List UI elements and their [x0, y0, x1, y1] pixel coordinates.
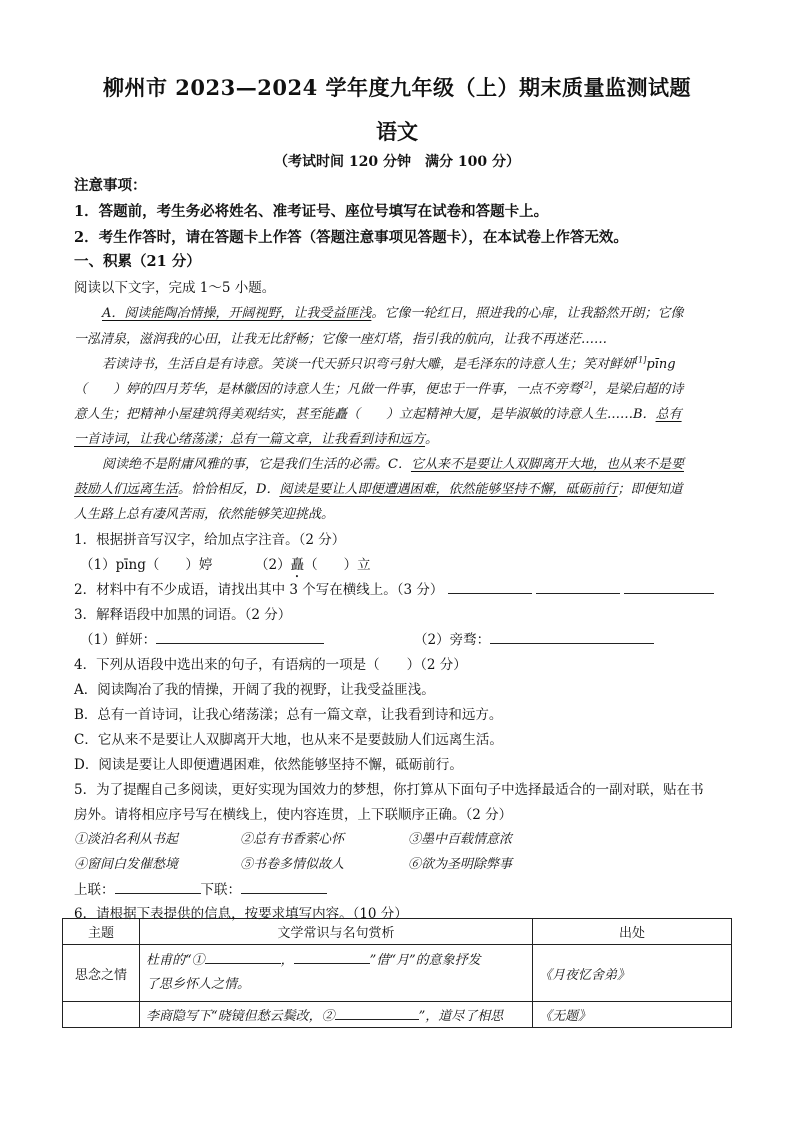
q5-option: ⑥欲为圣明除弊事: [408, 857, 513, 872]
table-row: [63, 1002, 732, 1028]
q1-stem: 1．根据拼音写汉字，给加点字注音。（2 分）: [74, 532, 346, 548]
passage-line: 若读诗书，生活自是有诗意。笑谈一代天骄只识弯弓射大雕，是毛泽东的诗意人生；笑对鲜妍[1]pīng: [102, 355, 676, 372]
q5-lower-blank[interactable]: [241, 879, 327, 894]
passage-line: 阅读绝不是附庸风雅的事，它是我们生活的必需。C．它从来不是要让人双脚离开大地，也从来不是要: [102, 457, 684, 472]
sentence-a: A．阅读能陶冶情操，开阔视野，让我受益匪浅: [102, 306, 372, 321]
source-cell: 《月夜忆舍弟》: [533, 945, 732, 1002]
exam-title: 柳州市 2023—2024 学年度九年级（上）期末质量监测试题: [102, 75, 691, 100]
q6-stem: 6．请根据下表提供的信息，按要求填写内容。（10 分）: [74, 906, 408, 922]
q6-blank-1b[interactable]: [294, 949, 370, 964]
passage-line: A．阅读能陶冶情操，开阔视野，让我受益匪浅。它像一轮红日，照进我的心扉，让我豁然开朗；它像: [102, 306, 684, 321]
notice-heading: 注意事项：: [74, 177, 147, 194]
q3-blank-1[interactable]: [156, 629, 324, 644]
source-cell: 《无题》: [533, 1002, 732, 1028]
q5-stem: 5．为了提醒自己多阅读，更好实现为国效力的梦想，你打算从下面句子中选择最适合的一副对联，贴在书: [74, 782, 704, 798]
q5-stem: 房外。请将相应序号写在横线上，使内容连贯，上下联顺序正确。（2 分）: [74, 807, 513, 823]
q5-answer: 上联： 下联：: [74, 878, 327, 898]
content-cell: 杜甫的“① ， ”借“月”的意象抒发 了思乡怀人之情。: [140, 945, 533, 1002]
q6-blank-2[interactable]: [335, 1005, 419, 1020]
passage-line: 人生路上总有凄风苦雨，依然能够笑迎挑战。: [74, 507, 335, 522]
q3-stem: 3．解释语段中加黑的词语。（2 分）: [74, 607, 292, 623]
time-info: （考试时间 120 分钟 满分 100 分）: [274, 154, 520, 170]
q3-answer-b: （2）旁骛：: [414, 628, 654, 648]
q4-option-b[interactable]: B．总有一首诗词，让我心绪荡漾；总有一篇文章，让我看到诗和远方。: [74, 707, 503, 723]
passage-line: 鼓励人们远离生活。恰恰相反，D．阅读是要让人即便遭遇困难，依然能够坚持不懈，砥砺前行；即便知道: [74, 482, 683, 497]
theme-cell: [63, 1002, 140, 1028]
q3-blank-2[interactable]: [490, 629, 654, 644]
q4-option-d[interactable]: D．阅读是要让人即便遭遇困难，依然能够坚持不懈，砥砺前行。: [74, 757, 463, 773]
q5-option: ②总有书香萦心怀: [240, 832, 345, 847]
notice-item-1: 1．答题前，考生务必将姓名、准考证号、座位号填写在试卷和答题卡上。: [74, 203, 549, 220]
table-row: [63, 945, 732, 1002]
subject-title: 语文: [376, 119, 418, 144]
q4-stem: 4．下列从语段中选出来的句子，有语病的一项是（ ）（2 分）: [74, 657, 467, 673]
q5-option: ①淡泊名利从书起: [74, 832, 179, 847]
table-header: 主题: [63, 919, 140, 945]
q4-option-a[interactable]: A．阅读陶冶了我的情操，开阔了我的视野，让我受益匪浅。: [74, 682, 435, 698]
passage-line: 一首诗词，让我心绪荡漾；总有一篇文章，让我看到诗和远方。: [74, 432, 439, 447]
passage-line: （ ）婷的四月芳华，是林徽因的诗意人生；凡做一件事，便忠于一件事，一点不旁骛[2]，是梁启超的诗: [74, 380, 684, 397]
notice-item-2: 2．考生作答时，请在答题卡上作答（答题注意事项见答题卡），在本试卷上作答无效。: [74, 229, 628, 246]
q5-upper-blank[interactable]: [115, 879, 201, 894]
sentence-c: 鼓励人们远离生活: [74, 482, 179, 497]
table-header-row: [63, 919, 732, 945]
q5-option: ⑤书卷多情似故人: [240, 857, 345, 872]
sentence-b: 一首诗词，让我心绪荡漾；总有一篇文章，让我看到诗和远方: [74, 432, 426, 447]
sentence-b: 总有: [655, 407, 682, 422]
passage-line: 一泓清泉，滋润我的心田，让我无比舒畅；它像一座灯塔，指引我的航向，让我不再迷茫……: [74, 332, 608, 347]
sentence-c: 它从来不是要让人双脚离开大地，也从来不是要: [410, 457, 684, 472]
q2-blank-1[interactable]: [448, 579, 532, 594]
q2-blank-3[interactable]: [624, 579, 714, 594]
pinyin: pīng: [646, 357, 676, 372]
footnote-1: [1]: [635, 355, 647, 365]
q1-answers: （1）pīng（ ）婷 （2）矗（ ）立: [80, 557, 371, 573]
dotted-char: 矗: [290, 557, 305, 573]
q2-blank-2[interactable]: [536, 579, 620, 594]
table-header: 出处: [533, 919, 732, 945]
section-1-intro: 阅读以下文字，完成 1～5 小题。: [74, 280, 276, 296]
section-1-heading: 一、积累（21 分）: [74, 253, 201, 270]
q5-option: ④窗间白发催愁境: [74, 857, 179, 872]
q6-table: [62, 918, 732, 1028]
theme-cell: 思念之情: [63, 945, 140, 1002]
q4-option-c[interactable]: C．它从来不是要让人双脚离开大地，也从来不是要鼓励人们远离生活。: [74, 732, 503, 748]
content-cell: 李商隐写下“晓镜但愁云鬓改，② ”，道尽了相思: [140, 1002, 533, 1028]
q5-option: ③墨中百载情意浓: [408, 832, 513, 847]
passage-line: 意人生；把精神小屋建筑得美观结实，甚至能矗（ ）立起精神大厦，是毕淑敏的诗意人生……B．总有: [74, 407, 682, 422]
sentence-d: 阅读是要让人即便遭遇困难，依然能够坚持不懈，砥砺前行: [279, 482, 618, 497]
q3-answer-a: （1）鲜妍：: [80, 628, 324, 648]
footnote-2: [2]: [581, 380, 593, 390]
table-header: 文学常识与名句赏析: [140, 919, 533, 945]
q2-stem: 2．材料中有不少成语，请找出其中 3 个写在横线上。（3 分）: [74, 578, 714, 598]
q6-blank-1a[interactable]: [205, 949, 281, 964]
